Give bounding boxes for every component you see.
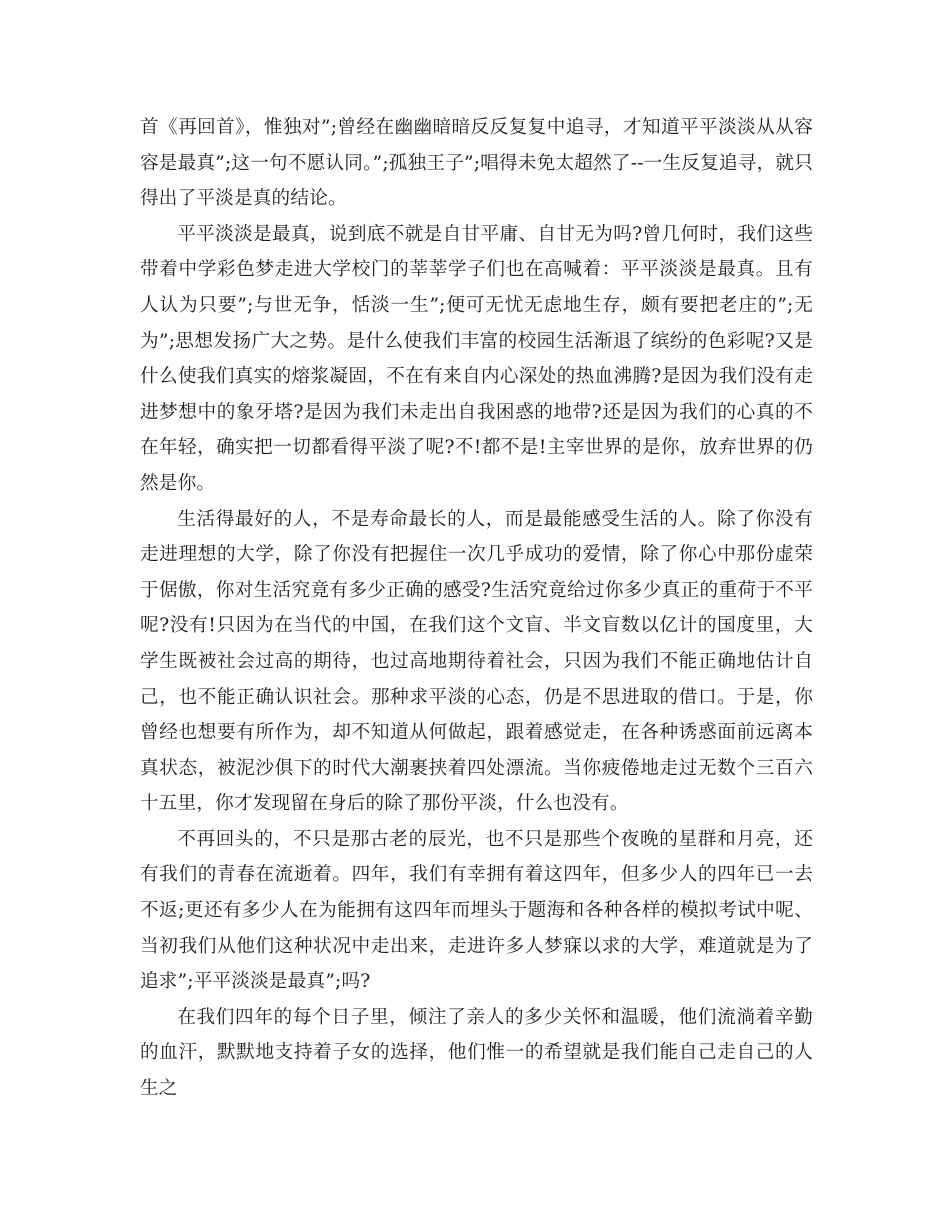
paragraph-continued: 首《再回首》，惟独对”;曾经在幽幽暗暗反反复复中追寻，才知道平平淡淡从从容容是最真”;这一句不愿认同。”;孤独王子”;唱得未免太超然了--一生反复追寻，就只得出了平淡是真的结论。 bbox=[140, 117, 813, 210]
paragraph: 平平淡淡是最真，说到底不就是自甘平庸、自甘无为吗?曾几何时，我们这些带着中学彩色梦走进大学校门的莘莘学子们也在高喊着：平平淡淡是最真。且有人认为只要”;与世无争，恬淡一生”;便可无忧无虑地生存，颇有要把老庄的”;无为”;思想发扬广大之势。是什么使我们丰富的校园生活渐退了缤纷的色彩呢?又是什么使我们真实的熔浆凝固，不在有来自内心深处的热血沸腾?是因为我们没有走进梦想中的象牙塔?是因为我们未走出自我困惑的地带?还是因为我们的心真的不在年轻，确实把一切都看得平淡了呢?不!都不是!主宰世界的是你，放弃世界的仍然是你。 bbox=[140, 223, 813, 494]
paragraph: 生活得最好的人，不是寿命最长的人，而是最能感受生活的人。除了你没有走进理想的大学，除了你没有把握住一次几乎成功的爱情，除了你心中那份虚荣于倨傲，你对生活究竟有多少正确的感受?生活究竟给过你多少真正的重荷于不平呢?没有!只因为在当代的中国，在我们这个文盲、半文盲数以亿计的国度里，大学生既被社会过高的期待，也过高地期待着社会，只因为我们不能正确地估计自己，也不能正确认识社会。那种求平淡的心态，仍是不思进取的借口。于是，你曾经也想要有所作为，却不知道从何做起，跟着感觉走，在各种诱惑面前远离本真状态，被泥沙俱下的时代大潮裹挟着四处漂流。当你疲倦地走过无数个三百六十五里，你才发现留在身后的除了那份平淡，什么也没有。 bbox=[140, 508, 813, 815]
paragraph: 在我们四年的每个日子里，倾注了亲人的多少关怀和温暖，他们流淌着辛勤的血汗，默默地支持着子女的选择，他们惟一的希望就是我们能自己走自己的人生之 bbox=[140, 1006, 813, 1100]
document-body bbox=[140, 110, 813, 1107]
paragraph: 不再回头的，不只是那古老的辰光，也不只是那些个夜晚的星群和月亮，还有我们的青春在流逝着。四年，我们有幸拥有着这四年，但多少人的四年已一去不返;更还有多少人在为能拥有这四年而埋头于题海和各种各样的模拟考试中呢、当初我们从他们这种状况中走出来，走进许多人梦寐以求的大学，难道就是为了追求”;平平淡淡是最真”;吗? bbox=[140, 828, 813, 993]
